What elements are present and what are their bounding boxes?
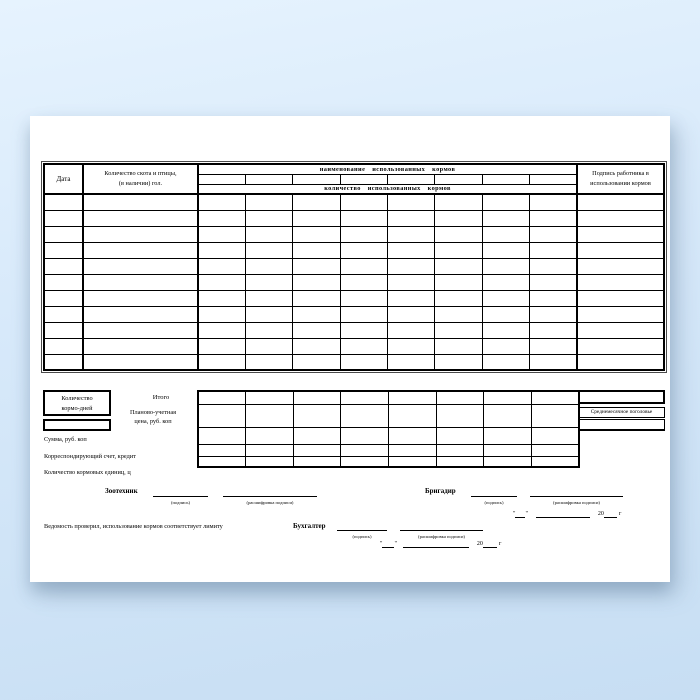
empty-cell (482, 354, 529, 370)
empty-cell (531, 391, 579, 404)
zootechnik-label: Зоотехник (105, 487, 138, 495)
empty-cell (44, 210, 83, 226)
buhgalter-name-line (400, 523, 483, 531)
podpis-caption: (подпись) (170, 500, 191, 505)
table-row (44, 306, 664, 322)
empty-cell (435, 226, 482, 242)
table-row (44, 338, 664, 354)
empty-cell (531, 456, 579, 467)
feed-name-cell (482, 174, 529, 184)
totals-row (198, 456, 579, 467)
empty-cell (482, 210, 529, 226)
empty-cell (44, 322, 83, 338)
empty-cell (293, 290, 340, 306)
empty-cell (44, 274, 83, 290)
empty-cell (577, 322, 664, 338)
empty-cell (198, 290, 245, 306)
feed-days-line2: кормо-дней (61, 404, 93, 412)
empty-cell (293, 258, 340, 274)
empty-cell (577, 242, 664, 258)
itogo-label: Итого (152, 394, 170, 401)
empty-cell (83, 306, 198, 322)
empty-cell (340, 210, 387, 226)
table-row (44, 354, 664, 370)
empty-cell (482, 290, 529, 306)
table-row (44, 274, 664, 290)
plan-price-label (98, 408, 208, 427)
empty-cell (577, 274, 664, 290)
empty-cell (83, 242, 198, 258)
empty-cell (530, 274, 577, 290)
empty-cell (435, 258, 482, 274)
empty-cell (340, 306, 387, 322)
podpis-caption: (подпись) (484, 500, 504, 505)
empty-cell (484, 391, 532, 404)
empty-cell (44, 290, 83, 306)
year-line (483, 541, 497, 548)
month-line (536, 511, 590, 518)
empty-cell (198, 338, 245, 354)
empty-cell (293, 306, 340, 322)
empty-cell (246, 391, 294, 404)
brigadir-name-line (530, 489, 623, 497)
rasshifrovka-caption: (расшифровка подписи) (246, 500, 294, 505)
empty-cell (531, 444, 579, 456)
day-line (515, 511, 528, 518)
table-row (44, 258, 664, 274)
empty-cell (83, 274, 198, 290)
open-quote: " (513, 511, 516, 517)
feed-units-label: Количество кормовых единиц, ц (44, 469, 131, 476)
band-feed-quantity: количество использованных кормов (198, 184, 577, 194)
empty-cell (531, 427, 579, 444)
close-quote: " (525, 511, 528, 517)
empty-cell (198, 322, 245, 338)
empty-cell (436, 391, 484, 404)
empty-cell (577, 306, 664, 322)
empty-cell (388, 306, 435, 322)
empty-cell (435, 194, 482, 210)
empty-cell (245, 322, 292, 338)
table-row (44, 322, 664, 338)
empty-cell (83, 322, 198, 338)
empty-cell (293, 210, 340, 226)
avg-livestock-value-box (578, 419, 665, 431)
empty-cell (293, 354, 340, 370)
empty-cell (389, 391, 437, 404)
empty-cell (388, 322, 435, 338)
close-quote: " (394, 541, 397, 547)
buhgalter-signature-line (337, 523, 387, 531)
totals-row (198, 391, 579, 404)
livestock-header-line2: (в наличии) гол. (118, 180, 163, 187)
totals-row (198, 404, 579, 427)
buhgalter-label: Бухгалтер (293, 522, 326, 530)
year-suffix: г (498, 541, 502, 547)
empty-cell (340, 242, 387, 258)
empty-cell (44, 226, 83, 242)
empty-cell (482, 258, 529, 274)
empty-cell (245, 290, 292, 306)
empty-cell (389, 456, 437, 467)
empty-cell (198, 306, 245, 322)
empty-cell (388, 290, 435, 306)
band-feed-names: наименование использованных кормов (198, 164, 577, 174)
empty-cell (531, 404, 579, 427)
empty-cell (388, 354, 435, 370)
empty-cell (530, 354, 577, 370)
empty-cell (389, 404, 437, 427)
empty-cell (530, 194, 577, 210)
empty-cell (340, 226, 387, 242)
empty-cell (577, 194, 664, 210)
empty-cell (484, 444, 532, 456)
empty-cell (44, 258, 83, 274)
empty-cell (246, 427, 294, 444)
feed-table (43, 163, 665, 371)
day-line (382, 541, 397, 548)
year-line (604, 511, 617, 518)
plan-price-line1: Планово-учетная (129, 409, 177, 416)
empty-cell (340, 290, 387, 306)
livestock-header-line1: Количество скота и птицы, (104, 170, 177, 178)
feed-consumption-form-page (30, 116, 670, 582)
open-quote: " (380, 541, 383, 547)
brigadir-date-line (513, 510, 621, 518)
empty-cell (198, 226, 245, 242)
empty-cell (388, 274, 435, 290)
empty-cell (484, 427, 532, 444)
empty-cell (436, 444, 484, 456)
table-row (44, 290, 664, 306)
empty-cell (577, 290, 664, 306)
header-row-1 (44, 164, 664, 174)
empty-cell (435, 242, 482, 258)
feed-name-cell (340, 174, 387, 184)
empty-cell (246, 404, 294, 427)
empty-cell (482, 226, 529, 242)
empty-cell (340, 338, 387, 354)
empty-cell (340, 258, 387, 274)
empty-cell (388, 258, 435, 274)
empty-cell (388, 226, 435, 242)
empty-cell (341, 444, 389, 456)
empty-cell (198, 391, 246, 404)
empty-cell (388, 210, 435, 226)
empty-cell (245, 338, 292, 354)
empty-cell (245, 210, 292, 226)
empty-cell (435, 354, 482, 370)
empty-cell (83, 338, 198, 354)
empty-cell (245, 274, 292, 290)
empty-cell (435, 274, 482, 290)
empty-cell (293, 338, 340, 354)
column-header-worker-signature (577, 164, 664, 194)
empty-cell (198, 210, 245, 226)
empty-cell (484, 456, 532, 467)
empty-cell (83, 290, 198, 306)
verification-note: Ведомость проверил, использование кормов соответствует лимиту (44, 523, 223, 530)
empty-cell (198, 194, 245, 210)
empty-cell (198, 444, 246, 456)
empty-cell (245, 354, 292, 370)
brigadir-signature-line (471, 489, 517, 497)
empty-cell (341, 404, 389, 427)
empty-cell (293, 322, 340, 338)
empty-cell (530, 210, 577, 226)
empty-cell (83, 194, 198, 210)
empty-cell (482, 194, 529, 210)
empty-cell (293, 427, 341, 444)
empty-cell (198, 274, 245, 290)
sum-label: Сумма, руб. коп (44, 436, 87, 443)
empty-cell (293, 226, 340, 242)
empty-cell (482, 306, 529, 322)
feed-days-line1: Количество (61, 395, 93, 402)
empty-cell (530, 226, 577, 242)
empty-cell (341, 391, 389, 404)
empty-cell (245, 258, 292, 274)
empty-cell (198, 258, 245, 274)
feed-name-cell (530, 174, 577, 184)
podpis-caption: (подпись) (352, 534, 372, 539)
empty-cell (530, 290, 577, 306)
empty-cell (482, 338, 529, 354)
zootechnik-name-line (223, 489, 317, 497)
empty-cell (436, 427, 484, 444)
empty-cell (83, 258, 198, 274)
empty-cell (577, 258, 664, 274)
plan-price-line2: цена, руб. коп (134, 418, 172, 426)
table-row (44, 210, 664, 226)
totals-grid (197, 390, 580, 468)
empty-cell (293, 444, 341, 456)
empty-cell (83, 210, 198, 226)
empty-cell (293, 274, 340, 290)
corresponding-account-label: Корреспондирующий счет, кредит (44, 453, 136, 460)
empty-cell (435, 290, 482, 306)
empty-cell (482, 322, 529, 338)
empty-cell (484, 404, 532, 427)
feed-name-cell (293, 174, 340, 184)
empty-cell (530, 322, 577, 338)
empty-cell (577, 354, 664, 370)
empty-cell (340, 322, 387, 338)
itogo-signature-cell (578, 390, 665, 404)
empty-cell (388, 338, 435, 354)
empty-cell (198, 242, 245, 258)
column-header-date: Дата (44, 164, 83, 194)
empty-cell (44, 354, 83, 370)
empty-cell (482, 242, 529, 258)
empty-cell (388, 194, 435, 210)
empty-cell (44, 306, 83, 322)
table-row (44, 242, 664, 258)
empty-cell (341, 427, 389, 444)
empty-cell (530, 258, 577, 274)
feed-name-cell (245, 174, 292, 184)
empty-cell (435, 338, 482, 354)
empty-cell (577, 210, 664, 226)
empty-cell (293, 194, 340, 210)
totals-row (198, 427, 579, 444)
empty-cell (435, 306, 482, 322)
feed-name-cell (198, 174, 245, 184)
empty-cell (340, 274, 387, 290)
empty-cell (293, 456, 341, 467)
year-suffix: г (618, 511, 622, 517)
empty-cell (44, 194, 83, 210)
empty-cell (245, 194, 292, 210)
table-row (44, 226, 664, 242)
avg-livestock-label: Среднемесячное поголовье (578, 407, 665, 418)
empty-cell (245, 242, 292, 258)
empty-cell (246, 456, 294, 467)
empty-cell (577, 226, 664, 242)
empty-cell (340, 194, 387, 210)
empty-cell (293, 242, 340, 258)
signature-header-line2: использовании кормов (590, 180, 651, 187)
rasshifrovka-caption: (расшифровка подписи) (553, 500, 600, 505)
empty-cell (435, 210, 482, 226)
empty-cell (389, 444, 437, 456)
rasshifrovka-caption: (расшифровка подписи) (418, 534, 465, 539)
empty-cell (340, 354, 387, 370)
empty-cell (388, 242, 435, 258)
empty-cell (198, 354, 245, 370)
empty-cell (198, 427, 246, 444)
empty-cell (436, 456, 484, 467)
empty-cell (246, 444, 294, 456)
table-row (44, 194, 664, 210)
year-prefix: 20 (597, 511, 604, 517)
empty-cell (293, 391, 341, 404)
zootechnik-signature-line (153, 489, 208, 497)
feed-table-body (44, 194, 664, 370)
empty-cell (577, 338, 664, 354)
empty-cell (44, 242, 83, 258)
brigadir-label: Бригадир (425, 487, 456, 495)
empty-cell (245, 226, 292, 242)
signature-header-line1: Подпись работника в (592, 170, 649, 178)
feed-name-cell (388, 174, 435, 184)
empty-cell (245, 306, 292, 322)
empty-cell (389, 427, 437, 444)
buhgalter-date-line (380, 540, 501, 548)
month-line (403, 541, 469, 548)
empty-cell (44, 338, 83, 354)
totals-row (198, 444, 579, 456)
empty-cell (530, 306, 577, 322)
empty-cell (83, 354, 198, 370)
empty-cell (435, 322, 482, 338)
empty-cell (198, 456, 246, 467)
empty-cell (530, 338, 577, 354)
empty-cell (293, 404, 341, 427)
empty-cell (530, 242, 577, 258)
column-header-livestock-count (83, 164, 198, 194)
empty-cell (83, 226, 198, 242)
feed-name-cell (435, 174, 482, 184)
empty-cell (436, 404, 484, 427)
empty-cell (341, 456, 389, 467)
empty-cell (482, 274, 529, 290)
year-prefix: 20 (476, 541, 483, 547)
